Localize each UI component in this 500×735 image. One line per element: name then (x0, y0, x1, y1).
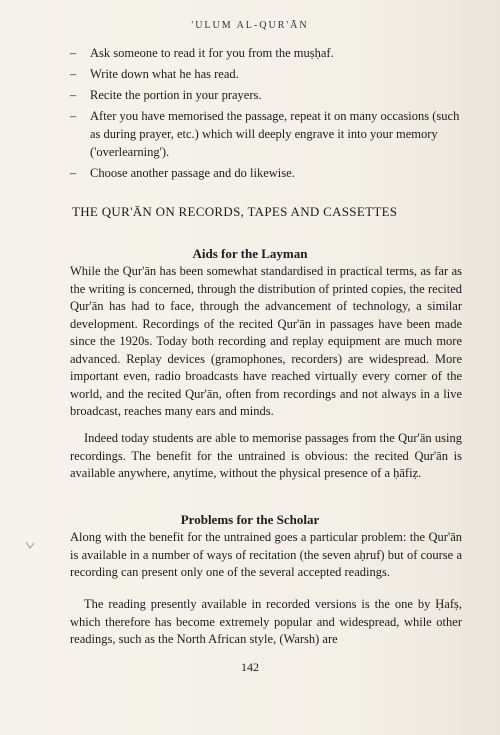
paragraph: While the Qur'ān has been somewhat standardised in practical terms, as far as the writing is concerned, through the distribution of printed copies, the recited Qur'ān has had to face, through the advancement of technology, a similar development. Recordings of the recited Qur'ān in passages have been made since the 1920s. Today both recording and replay equipment are much more advanced. Replay devices (gramophones, recorders) are widespread. More important even, radio broadcasts have reached virtually every corner of the world, and the recited Qur'ān, often from recordings and not always in a live broadcast, reaches many ears and minds. (70, 264, 462, 418)
list-item (70, 164, 470, 182)
list-item (70, 107, 470, 161)
subsection-heading-layman: Aids for the Layman (192, 246, 308, 261)
bullet-dash: – (70, 109, 77, 123)
list-item (70, 44, 470, 62)
list-item-text: Write down what he has read. (90, 67, 239, 81)
bullet-dash: – (70, 67, 77, 81)
page-number: 142 (241, 660, 259, 674)
pencil-mark-icon (24, 540, 36, 552)
subsection-heading-scholar: Problems for the Scholar (180, 512, 320, 527)
list-item (70, 65, 470, 83)
instruction-list (70, 44, 470, 185)
bullet-dash: – (70, 88, 77, 102)
paragraph: The reading presently available in recorded versions is the one by Ḥafṣ, which therefore has become extremely popular and widespread, while other readings, such as the North African style, (Warsh) are (70, 597, 462, 646)
list-item-text: Choose another passage and do likewise. (90, 166, 295, 180)
bullet-dash: – (70, 166, 77, 180)
list-item-text: Recite the portion in your prayers. (90, 88, 262, 102)
list-item (70, 86, 470, 104)
paragraph: Along with the benefit for the untrained goes a particular problem: the Qur'ān is available in a number of ways of recitation (the seven aḥruf) but of course a recording can present only one of the several accepted readings. (70, 530, 462, 579)
section-heading: THE QUR'ĀN ON RECORDS, TAPES AND CASSETTES (72, 204, 398, 219)
list-item-text: After you have memorised the passage, repeat it on many occasions (such as during prayer, etc.) which will deeply engrave it into your memory ('overlearning'). (90, 109, 460, 159)
running-head: 'ULUM AL-QUR'ĀN (191, 20, 309, 31)
paragraph: Indeed today students are able to memorise passages from the Qur'ān using recordings. The benefit for the untrained is obvious: the recited Qur'ān is available anywhere, anytime, without the physical presence of a ḥāfiẓ. (70, 431, 462, 480)
list-item-text: Ask someone to read it for you from the muṣḥaf. (90, 46, 334, 60)
bullet-dash: – (70, 46, 77, 60)
